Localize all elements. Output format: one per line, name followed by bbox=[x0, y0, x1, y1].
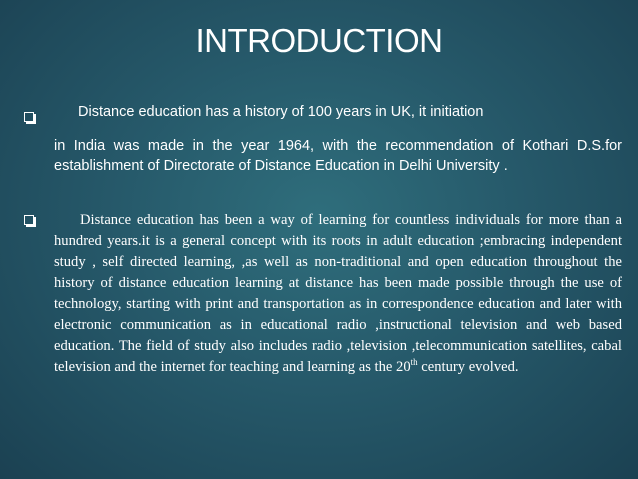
paragraph-2-text-end: century evolved. bbox=[417, 359, 519, 375]
checkbox-bullet-icon bbox=[24, 112, 34, 122]
paragraph-2 bbox=[54, 210, 622, 378]
paragraph-2-text: Distance education has been a way of learning for countless individuals for more than a hundred years.it is a general concept with its roots in adult education ;embracing independent study , self directed learning, ,as well as non-traditional and open education throughout the history of distance education learning at distance has been made possible through the use of technology, starting with print and transportation as in correspondence education and later with electronic communication as in educational radio ,instructional television and web based education. The field of study also includes radio ,television ,telecommunication satellites, cabal television and the internet for teaching and learning as the 20 bbox=[54, 212, 622, 375]
paragraph-2-superscript: th bbox=[410, 357, 418, 368]
paragraph-1-body: in India was made in the year 1964, with the recommendation of Kothari D.S.for establishment of Directorate of Distance Education in Delhi University . bbox=[54, 138, 622, 174]
paragraph-1-first-line: Distance education has a history of 100 years in UK, it initiation bbox=[78, 104, 484, 120]
slide-title: INTRODUCTION bbox=[195, 22, 443, 59]
checkbox-bullet-icon bbox=[24, 215, 34, 225]
